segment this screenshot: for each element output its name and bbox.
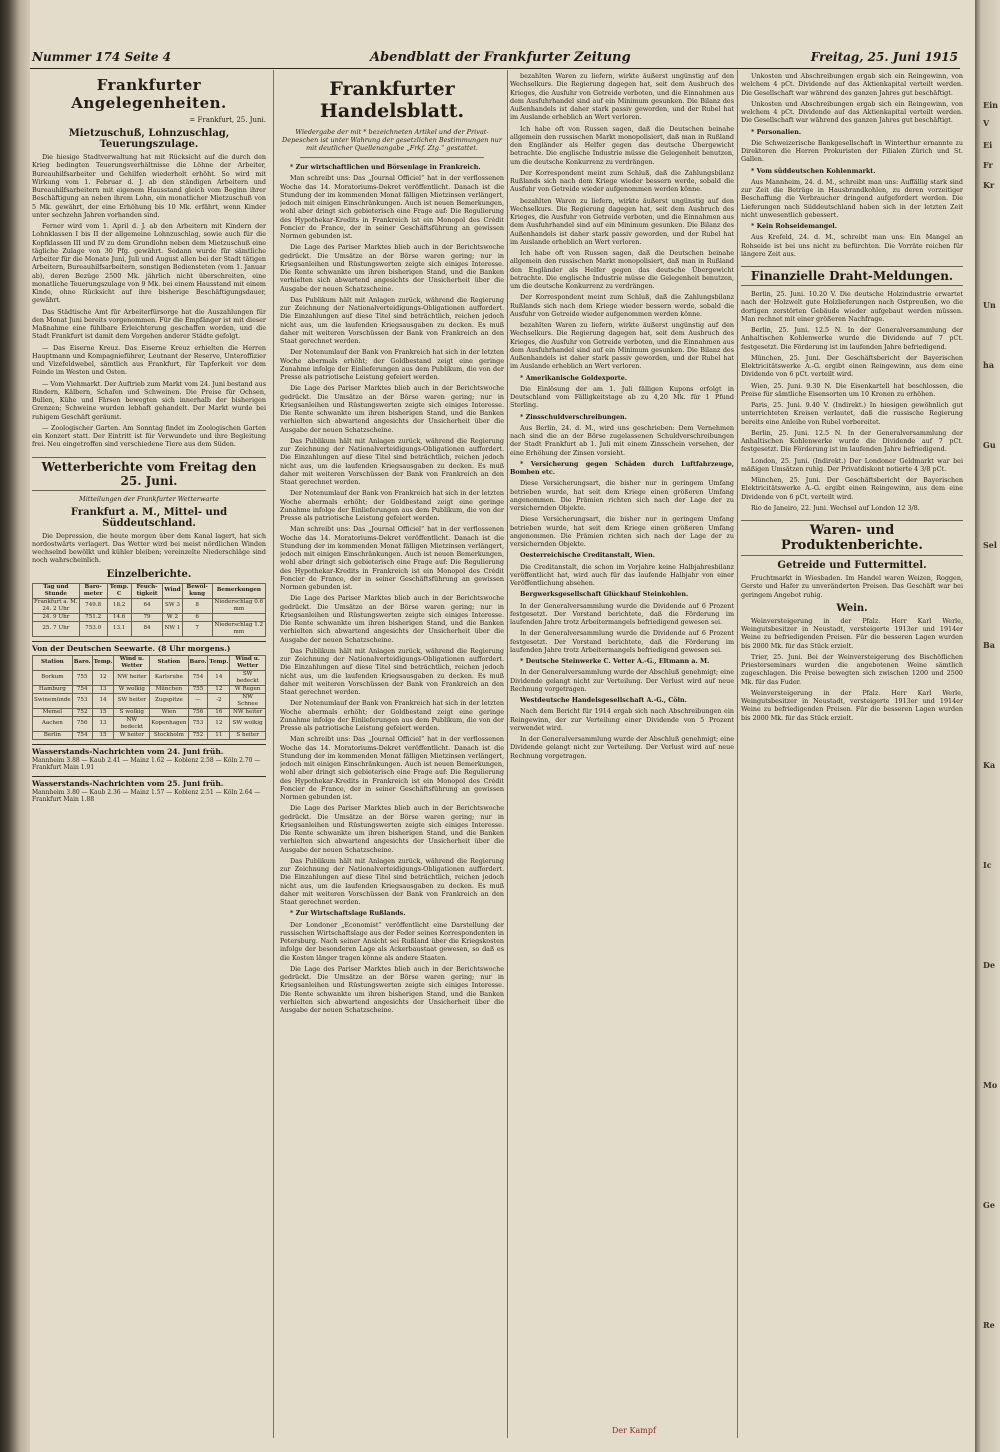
table-cell: Hamburg — [33, 685, 73, 693]
article-paragraph: — Das Eiserne Kreuz. Das Eiserne Kreuz erhielten die Herren Hauptmann und Kompagnieführer, Leutnant der Reserve, Unteroffizier und Vizefeldwebel, sämtlich aus Frankfurt, für Tapferkeit vor dem Feinde im Westen und Osten. — [32, 343, 266, 377]
wire-reports-title: Finanzielle Draht-Meldungen. — [741, 266, 963, 286]
table-header-cell: Baro-meter — [79, 583, 107, 598]
article-paragraph: Unkosten und Abschreibungen ergab sich ein Reingewinn, von welchem 4 pCt. Dividende auf das Aktienkapital verteilt werden. Die Gesellschaft war während des ganzen Jahres gut beschäftigt. — [741, 72, 963, 97]
table-cell: Aachen — [33, 716, 73, 731]
table-cell: 753 — [72, 693, 92, 708]
article-headline: * Amerikanische Goldexporte. — [520, 373, 628, 382]
weather-table-title: Einzelberichte. — [106, 568, 192, 580]
article-paragraph: — Vom Viehmarkt. Der Auftrieb zum Markt vom 24. Juni bestand aus Rindern, Kälbern, Schafen und Schweinen. Die Preise für Ochsen, Bullen, Kühe und Färsen bewegten sich innerhalb der bisherigen Grenzen; Schweine wurden lebhaft gehandelt. Der Markt wurde bei ruhigem Geschäft geräumt. — [32, 379, 266, 421]
article-paragraph: Der Notenumlauf der Bank von Frankreich hat sich in der letzten Woche abermals erhöht; der Goldbestand zeigt eine geringe Zunahme infolge der Einlieferungen aus dem Publikum, die von der Presse als patriotische Leistung gefeiert werden. — [280, 489, 504, 522]
table-cell: 7 — [182, 621, 212, 636]
strip-fragment: Sel — [983, 540, 997, 550]
article-paragraph: In der Generalversammlung wurde die Dividende auf 6 Prozent festgesetzt. Der Vorstand berichtete, daß die Förderung im laufenden Jahre trotz Arbeitermangels befriedigend gewesen sei. — [510, 601, 734, 626]
wine-report: Weinversteigerung in der Pfalz. Herr Karl Werle, Weingutsbesitzer in Neustadt, versteigerte 1913er und 1914er Weine zu befriedigenden Preisen. Für die besseren Lagen wurden bis 2000 Mk. für das Stück erzielt. — [741, 688, 963, 722]
water-level-readings: Mannheim 3.88 — Kaub 2.41 — Mainz 1.62 — Koblenz 2.58 — Köln 2.70 — Frankfurt Main 1.91 — [32, 756, 261, 771]
table-cell: Berlin — [33, 731, 73, 739]
article-paragraph: Der Korrespondent meint zum Schluß, daß die Zahlungsbilanz Rußlands sich nach dem Kriege wieder bessern werde, sobald die Ausfuhr von Getreide wieder aufgenommen werden könne. — [510, 168, 734, 194]
wire-report: Berlin, 25. Juni. 12.5 N. In der Generalversammlung der Anhaltischen Kohlenwerke wurde die Dividende auf 7 pCt. festgesetzt. Die Förderung ist im laufenden Jahre befriedigend. — [741, 428, 963, 454]
article-paragraph: Die Schweizerische Bankgesellschaft in Winterthur ernannte zu Direktoren die Herren Prokuristen der Filialen Zürich und St. Gallen. — [741, 138, 963, 164]
article-paragraph: Die Creditanstalt, die schon im Vorjahre keine Halbjahresbilanz veröffentlicht hat, wird auch für das laufende Halbjahr von einer Veröffentlichung absehen. — [510, 562, 734, 587]
article-headline: Mietzuschuß, Lohnzuschlag, Teuerungszulage. — [68, 128, 230, 150]
table-row — [33, 613, 266, 621]
table-cell: 14.6 — [107, 613, 131, 621]
table-header-cell: Station — [150, 655, 188, 670]
column-financial-wires — [741, 72, 963, 1437]
article-paragraph: — Zoologischer Garten. Am Sonntag findet im Zoologischen Garten ein Konzert statt. Der Eintritt ist für Verwundete und ihre Begleitung frei. Neu eingetroffen sind verschiedene Tiere aus dem Süden. — [32, 423, 266, 449]
table-cell: 14 — [92, 693, 114, 708]
article-paragraph: Das Publikum hält mit Anlagen zurück, während die Regierung zur Zeichnung der Nationalverteidigungs-Obligationen auffordert. Die Einzahlungen auf diese Titel sind beträchtlich, reichen jedoch nicht aus, um die laufenden Kriegsausgaben zu decken. Es muß daher mit weiteren Vorschüssen der Bank von Frankreich an den Staat gerechnet werden. — [280, 856, 504, 906]
table-header-cell: Wind u. Wetter — [114, 655, 150, 670]
table-cell: Wien — [150, 708, 188, 716]
table-row — [33, 598, 266, 613]
weather-report-title: Wetterberichte vom Freitag den 25. Juni. — [32, 457, 266, 491]
water-level-readings: Mannheim 3.80 — Kaub 2.36 — Mainz 1.57 — Koblenz 2.51 — Köln 2.64 — Frankfurt Main 1.88 — [32, 788, 261, 803]
table-cell: 11 — [208, 731, 230, 739]
table-cell: 15 — [92, 731, 114, 739]
article-headline: Oesterreichische Creditanstalt, Wien. — [520, 551, 655, 560]
strip-fragment: De — [983, 960, 996, 970]
article-paragraph: Diese Versicherungsart, die bisher nur in geringem Umfang betrieben wurde, hat seit dem Kriege einen größeren Umfang angenommen. Die Prämien richten sich nach der Lage der zu versichernden Objekte. — [510, 479, 734, 512]
article-paragraph: bezahlten Waren zu liefern, wirkte äußerst ungünstig auf den Wechselkurs. Die Regierung dagegen hat, seit dem Ausbruch des Krieges, die Ausfuhr von Getreide verboten, und die Einnahmen aus dem Ausfuhrhandel sind auf ein Minimum gesunken. Die Bilanz des Außenhandels ist daher stark passiv geworden, und der Rubel hat im Auslande erheblich an Wert verloren. — [510, 321, 734, 371]
article-headline-inline — [280, 909, 504, 917]
table-cell: 752 — [72, 708, 92, 716]
article-paragraph: Die Einlösung der am 1. Juli fälligen Kupons erfolgt in Deutschland vom Fälligkeitstage ab zu 4,20 Mk. für 1 Pfund Sterling. — [510, 384, 734, 410]
article-headline-inline — [280, 163, 504, 171]
table-cell: SW 3 — [163, 598, 182, 613]
table-header-cell: Temp. — [92, 655, 114, 670]
article-paragraph: Die Lage des Pariser Marktes blieb auch in der Berichtswoche gedrückt. Die Umsätze an der Börse waren gering; nur in Kriegsanleihen und Rüstungswerten zeigte sich einiges Interesse. Die Rente schwankte um ihren bisherigen Stand, und die Banken verhielten sich abwartend angesichts der Unsicherheit über die Ausgabe der neuen Schatzscheine. — [280, 804, 504, 854]
seewarte-name: Von der Deutschen Seewarte. — [32, 643, 156, 653]
table-cell: 15 — [92, 708, 114, 716]
strip-fragment: Fr — [983, 160, 993, 170]
weather-observation-table — [32, 583, 266, 637]
article-headline-inline — [741, 222, 963, 230]
column-rule — [273, 70, 274, 1438]
article-paragraph: Ferner wird vom 1. April d. J. ab den Arbeitern mit Kindern der Lohnklassen I bis II der allgemeine Lohnzuschlag, sowie auch für die Kopfklassen III und IV zu dem Grundlohn neben dem Mietzuschuß eine tägliche Zulage von 30 Pfg. gewährt. Sodann wurde für sämtliche Arbeiter für die Monate Juni, Juli und August allen bei der Stadt tätigen Arbeitern, Bureauhilfsarbeitern, sonstigen Bediensteten (vom 1. Januar ab), deren Bezüge 2500 Mk. jährlich nicht überschreiten, eine monatliche Teuerungszulage von 9 Mk. bei einem Hausstand mit einem Kinde, ohne Rücksicht auf ihre bisherige Beschäftigungsdauer, gewährt. — [32, 222, 266, 305]
wire-report: London, 25. Juni. (Indirekt.) Der Londoner Geldmarkt war bei mäßigen Umsätzen ruhig. Der Privatdiskont notierte 4 3/8 pCt. — [741, 456, 963, 473]
table-cell: 754 — [188, 670, 208, 685]
article-paragraph: Man schreibt uns: Das „Journal Officiel“ hat in der verflossenen Woche das 14. Moratoriums-Dekret veröffentlicht. Danach ist die Stundung der im kommenden Monat fälligen Mietzinsen verlängert, jedoch mit einigen Einschränkungen. Auch ist neuen Bemerkungen, wohl aber dringt sich gebieterisch eine Frage auf: Die Regulierung des Hypothekar-Kredits in Frankreich ist ein Monopol des Crédit Foncier de France, der in seiner Geschäftsführung an gewissen Normen gebunden ist. — [280, 735, 504, 801]
article-headline-inline — [510, 551, 734, 559]
table-cell: 25. 7 Uhr — [33, 621, 80, 636]
wire-report: Wien, 25. Juni. 9.30 N. Die Eisenkartell hat beschlossen, die Preise für sämtliche Eisensorten um 10 Kronen zu erhöhen. — [741, 381, 963, 398]
article-headline-inline — [741, 167, 963, 175]
commodity-report: Fruchtmarkt in Wiesbaden. Im Handel waren Weizen, Roggen, Gerste und Hafer zu unveränderten Preisen. Das Geschäft war bei geringem Angebot ruhig. — [741, 574, 963, 599]
table-cell: 13.1 — [107, 621, 131, 636]
table-header-cell: Temp. — [208, 655, 230, 670]
table-cell: Borkum — [33, 670, 73, 685]
table-cell: Karlsruhe — [150, 670, 188, 685]
column-rule — [737, 70, 738, 1438]
article-headline: * Vom süddeutschen Kohlenmarkt. — [751, 166, 876, 175]
table-row — [33, 708, 266, 716]
article-paragraph: Das Publikum hält mit Anlagen zurück, während die Regierung zur Zeichnung der Nationalverteidigungs-Obligationen auffordert. Die Einzahlungen auf diese Titel sind beträchtlich, reichen jedoch nicht aus, um die laufenden Kriegsausgaben zu decken. Es muß daher mit weiteren Vorschüssen der Bank von Frankreich an den Staat gerechnet werden. — [280, 436, 504, 486]
wire-report: Berlin, 25. Juni. 10.20 V. Die deutsche Holzindustrie erwartet nach der Holzwelt gute Holzlieferungen nach Ostpreußen, wo die dortigen zerstörten Gebäude wieder aufgebaut werden müssen. Man rechnet mit einer größeren Nachfrage. — [741, 290, 963, 323]
article-headline-inline — [510, 413, 734, 421]
table-header-cell: Temp. C — [107, 583, 131, 598]
table-cell: S wolkig — [114, 708, 150, 716]
table-cell: Niederschlag 1.2 mm — [212, 621, 265, 636]
table-header-cell: Tag und Stunde — [33, 583, 80, 598]
table-cell: 13 — [92, 685, 114, 693]
wine-report: Trier, 25. Juni. Bei der Weinversteigerung des Bischöflichen Priesterseminars wurden die angebotenen Weine sämtlich zugeschlagen. Die Preise bewegten sich zwischen 1200 und 2500 Mk. für das Fuder. — [741, 652, 963, 686]
table-row — [33, 731, 266, 739]
table-row — [33, 685, 266, 693]
article-paragraph: Der Korrespondent meint zum Schluß, daß die Zahlungsbilanz Rußlands sich nach dem Kriege wieder bessern werde, sobald die Ausfuhr von Getreide wieder aufgenommen werden könne. — [510, 293, 734, 318]
article-paragraph: Die Lage des Pariser Marktes blieb auch in der Berichtswoche gedrückt. Die Umsätze an der Börse waren gering; nur in Kriegsanleihen und Rüstungswerten zeigte sich einiges Interesse. Die Rente schwankte um ihren bisherigen Stand, und die Banken verhielten sich abwartend angesichts der Unsicherheit über die Ausgabe der neuen Schatzscheine. — [280, 243, 504, 293]
water-level-title: Wasserstands-Nachrichten vom 25. Juni früh. — [32, 776, 266, 788]
section-title: Frankfurter Angelegenheiten. — [71, 76, 227, 112]
article-paragraph: Unkosten und Abschreibungen ergab sich ein Reingewinn, von welchem 4 pCt. Dividende auf das Aktienkapital verteilt werden. Die Gesellschaft war während des ganzen Jahres gut beschäftigt. — [741, 99, 963, 125]
table-row — [33, 716, 266, 731]
strip-fragment: Un — [983, 300, 996, 310]
table-header-cell: Baro. — [188, 655, 208, 670]
table-cell: NW heiter — [114, 670, 150, 685]
table-cell: SW bedeckt — [230, 670, 266, 685]
article-paragraph: Die Lage des Pariser Marktes blieb auch in der Berichtswoche gedrückt. Die Umsätze an der Börse waren gering; nur in Kriegsanleihen und Rüstungswerten zeigte sich einiges Interesse. Die Rente schwankte um ihren bisherigen Stand, und die Banken verhielten sich abwartend angesichts der Unsicherheit über die Ausgabe der neuen Schatzscheine. — [280, 384, 504, 434]
article-headline-inline — [510, 460, 734, 477]
table-cell: SW heiter — [114, 693, 150, 708]
column-rule — [507, 70, 508, 1438]
article-paragraph: Das Publikum hält mit Anlagen zurück, während die Regierung zur Zeichnung der Nationalverteidigungs-Obligationen auffordert. Die Einzahlungen auf diese Titel sind beträchtlich, reichen jedoch nicht aus, um die laufenden Kriegsausgaben zu decken. Es muß daher mit weiteren Vorschüssen der Bank von Frankreich an den Staat gerechnet werden. — [280, 646, 504, 696]
table-cell: 755 — [188, 685, 208, 693]
column-local-news — [32, 72, 266, 1437]
commodity-subsection: Getreide und Futtermittel. — [777, 560, 927, 571]
seewarte-title — [32, 641, 266, 653]
table-header-cell: Baro. — [72, 655, 92, 670]
table-cell: Kopenhagen — [150, 716, 188, 731]
table-header-cell: Bemerkungen — [212, 583, 265, 598]
column-business-news — [510, 72, 734, 1437]
article-paragraph: Das Städtische Amt für Arbeiterfürsorge hat die Auszahlungen für den Monat Juni bereits vorgenommen. Für die Empfänger ist mit dieser Maßnahme eine fühlbare Erleichterung geschaffen worden, und die Stadt Frankfurt ist damit dem Vorgehen anderer Städte gefolgt. — [32, 307, 266, 341]
article-headline: * Kein Rohseidemangel. — [751, 222, 837, 230]
table-cell: München — [150, 685, 188, 693]
table-cell: 14 — [208, 670, 230, 685]
wire-report: Paris, 25. Juni. 9.40 V. (Indirekt.) In hiesigen gewöhnlich gut unterrichteten Kreisen verlautet, daß die russische Regierung bereits eine Anleihe von Rubel vorbereitet. — [741, 401, 963, 426]
article-headline-inline — [510, 590, 734, 598]
article-paragraph: Man schreibt uns: Das „Journal Officiel“ hat in der verflossenen Woche das 14. Moratoriums-Dekret veröffentlicht. Danach ist die Stundung der im kommenden Monat fälligen Mietzinsen verlängert, jedoch mit einigen Einschränkungen. Auch ist neuen Bemerkungen, wohl aber dringt sich gebieterisch eine Frage auf: Die Regulierung des Hypothekar-Kredits in Frankreich ist ein Monopol des Crédit Foncier de France, der in seiner Geschäftsführung an gewissen Normen gebunden ist. — [280, 174, 504, 240]
strip-fragment: Re — [983, 1320, 995, 1330]
table-cell: 64 — [131, 598, 163, 613]
table-row — [33, 621, 266, 636]
bottom-stamp: Der Kampf — [612, 1426, 656, 1435]
table-cell: 753 — [188, 716, 208, 731]
table-cell: -2 — [208, 693, 230, 708]
article-headline: * Zur Wirtschaftslage Rußlands. — [290, 909, 406, 918]
table-cell: 754 — [72, 731, 92, 739]
wine-report: Weinversteigerung in der Pfalz. Herr Karl Werle, Weingutsbesitzer in Neustadt, versteigerte 1913er und 1914er Weine zu befriedigenden Preisen. Für die besseren Lagen wurden bis 2000 Mk. für das Stück erzielt. — [741, 616, 963, 650]
table-cell: 16 — [208, 708, 230, 716]
table-cell: W wolkig — [114, 685, 150, 693]
table-cell: Stockholm — [150, 731, 188, 739]
table-cell: Niederschlag 0.6 mm — [212, 598, 265, 613]
strip-fragment: Kr — [983, 180, 995, 190]
weather-region: Frankfurt a. M., Mittel- und Süddeutschland. — [70, 506, 228, 529]
table-cell: Memel — [33, 708, 73, 716]
article-headline: * Zinsschuldverschreibungen. — [520, 412, 627, 421]
table-cell: 13 — [92, 716, 114, 731]
wire-report: Rio de Janeiro, 22. Juni. Wechsel auf London 12 3/8. — [751, 503, 920, 512]
column-handelsblatt — [280, 72, 504, 1437]
article-paragraph: Ich habe oft von Russen sagen, daß die Deutschen beinahe allgemein den russischen Markt monopolisiert, daß man in Rußland den Engländer als Helfer gegen das deutsche Übergewicht betrachte. Die englische Industrie müsse die Gelegenheit benutzen, um die deutsche Konkurrenz zu verdrängen. — [510, 249, 734, 290]
section-title: Frankfurter Handelsblatt. — [319, 78, 465, 122]
table-cell — [212, 613, 265, 621]
table-cell: NW heiter — [230, 708, 266, 716]
table-cell: 756 — [188, 708, 208, 716]
table-cell: SW wolkig — [230, 716, 266, 731]
article-paragraph: Diese Versicherungsart, die bisher nur in geringem Umfang betrieben wurde, hat seit dem Kriege einen größeren Umfang angenommen. Die Prämien richten sich nach der Lage der zu versichernden Objekte. — [510, 515, 734, 548]
article-headline-inline — [510, 657, 734, 665]
article-headline: * Deutsche Steinwerke C. Vetter A.-G., Eltmann a. M. — [520, 657, 710, 665]
article-headline: Bergwerksgesellschaft Glückhauf Steinkohlen. — [520, 590, 689, 599]
issue-page-number: Nummer 174 Seite 4 — [32, 50, 172, 64]
strip-fragment: Ic — [983, 860, 992, 870]
strip-fragment: Ge — [983, 1200, 995, 1210]
table-cell: 18.2 — [107, 598, 131, 613]
table-cell: S heiter — [230, 731, 266, 739]
divider — [300, 157, 484, 158]
table-cell: Zugspitze — [150, 693, 188, 708]
table-cell: 751.2 — [79, 613, 107, 621]
reprint-notice: Wiedergabe der mit * bezeichneten Artikel und der Privat-Depeschen ist unter Wahrung der gesetzlichen Bestimmungen nur mit deutlicher Quellenangabe „Frkf. Ztg.“ gestattet. — [282, 128, 502, 152]
table-header-cell: Wind — [163, 583, 182, 598]
article-paragraph: bezahlten Waren zu liefern, wirkte äußerst ungünstig auf den Wechselkurs. Die Regierung dagegen hat, seit dem Ausbruch des Krieges, die Ausfuhr von Getreide verboten, und die Einnahmen aus dem Ausfuhrhandel sind auf ein Minimum gesunken. Die Bilanz des Außenhandels ist daher stark passiv geworden, und der Rubel hat im Auslande erheblich an Wert verloren. — [510, 196, 734, 246]
table-header-cell: Wind u. Wetter — [230, 655, 266, 670]
adjacent-page-strip — [975, 0, 1000, 1452]
weather-text: Die Depression, die heute morgen über dem Kanal lagert, hat sich nordostwärts verlagert. Das Wetter wird bei meist nördlichen Winden wechselnd bewölkt und kühler bleiben; vereinzelte Niederschläge sind noch wahrscheinlich. — [32, 531, 266, 565]
table-cell: 12 — [208, 685, 230, 693]
table-cell: NW 1 — [163, 621, 182, 636]
article-headline: * Zur wirtschaftlichen und Börsenlage in Frankreich. — [290, 163, 481, 171]
table-cell: 12 — [208, 716, 230, 731]
article-paragraph: Der Notenumlauf der Bank von Frankreich hat sich in der letzten Woche abermals erhöht; der Goldbestand zeigt eine geringe Zunahme infolge der Einlieferungen aus dem Publikum, die von der Presse als patriotische Leistung gefeiert werden. — [280, 699, 504, 732]
wire-report: Berlin, 25. Juni. 12.5 N. In der Generalversammlung der Anhaltischen Kohlenwerke wurde die Dividende auf 7 pCt. festgesetzt. Die Förderung ist im laufenden Jahre befriedigend. — [741, 326, 963, 351]
strip-fragment: Ka — [983, 760, 996, 770]
article-paragraph: Die Lage des Pariser Marktes blieb auch in der Berichtswoche gedrückt. Die Umsätze an der Börse waren gering; nur in Kriegsanleihen und Rüstungswerten zeigte sich einiges Interesse. Die Rente schwankte um ihren bisherigen Stand, und die Banken verhielten sich abwartend angesichts der Unsicherheit über die Ausgabe der neuen Schatzscheine. — [280, 594, 504, 644]
seewarte-time: (8 Uhr morgens.) — [157, 643, 231, 653]
table-cell: 749.8 — [79, 598, 107, 613]
page-header — [30, 48, 960, 69]
strip-fragment: Ei — [983, 140, 993, 150]
table-header-cell: Bewöl-kung — [182, 583, 212, 598]
article-headline-inline — [510, 374, 734, 382]
table-header-cell: Station — [33, 655, 73, 670]
weather-source: Mitteilungen der Frankfurter Wetterwarte — [79, 494, 219, 503]
article-paragraph: Aus Mannheim, 24. d. M., schreibt man uns: Auffällig stark sind zur Zeit die Beträge in Hausbrandkohlen, zu deren vorzeitiger Beschaffung die Verbraucher dringend aufgefordert werden. Die Lieferungen nach Süddeutschland haben sich in der letzten Zeit nicht unwesentlich gebessert. — [741, 177, 963, 219]
article-paragraph: Nach dem Bericht für 1914 ergab sich nach Abschreibungen ein Reingewinn, der zur Verteilung einer Dividende von 5 Prozent verwendet wird. — [510, 707, 734, 732]
strip-fragment: Gu — [983, 440, 996, 450]
water-level-title: Wasserstands-Nachrichten vom 24. Juni früh. — [32, 744, 266, 756]
table-row — [33, 670, 266, 685]
article-paragraph: In der Generalversammlung wurde die Dividende auf 6 Prozent festgesetzt. Der Vorstand berichtete, daß die Förderung im laufenden Jahre trotz Arbeitermangels befriedigend gewesen sei. — [510, 629, 734, 654]
article-headline-inline — [741, 128, 963, 136]
article-paragraph: Ich habe oft von Russen sagen, daß die Deutschen beinahe allgemein den russischen Markt monopolisiert, daß man in Rußland den Engländer als Helfer gegen das deutsche Übergewicht betrachte. Die englische Industrie müsse die Gelegenheit benutzen, um die deutsche Konkurrenz zu verdrängen. — [510, 124, 734, 166]
table-cell: 12 — [92, 670, 114, 685]
article-paragraph: Der Londoner „Economist“ veröffentlicht eine Darstellung der russischen Wirtschaftslage aus der Feder seines Korrespondenten in Petersburg. Nach seiner Ansicht sei Rußland über die Kriegskosten infolge der besonderen Lage als Ackerbaustaat gewesen, so daß es die Kosten länger tragen könne als andere Staaten. — [280, 920, 504, 962]
table-cell: 756 — [72, 716, 92, 731]
table-cell: Swinemünde — [33, 693, 73, 708]
table-cell: 84 — [131, 621, 163, 636]
table-cell: 24. 9 Uhr — [33, 613, 80, 621]
table-cell: — — [188, 693, 208, 708]
article-paragraph: In der Generalversammlung wurde der Abschluß genehmigt; eine Dividende gelangt nicht zur Verteilung. Der Verlust wird auf neue Rechnung vorgetragen. — [510, 735, 734, 760]
wire-report: München, 25. Juni. Der Geschäftsbericht der Bayerischen Elektricitätswerke A.-G. ergibt einen Reingewinn, aus dem eine Dividende von 6 pCt. verteilt wird. — [741, 353, 963, 379]
table-cell: W Regen — [230, 685, 266, 693]
book-binding — [0, 0, 30, 1452]
strip-fragment: ha — [983, 360, 994, 370]
table-cell: W 2 — [163, 613, 182, 621]
table-row — [33, 693, 266, 708]
strip-fragment: Ein — [983, 100, 998, 110]
article-paragraph: Aus Krefeld, 24. d. M., schreibt man uns: Ein Mangel an Rohseide ist bei uns nicht zu befürchten. Die Vorräte reichen für längere Zeit aus. — [741, 233, 963, 258]
article-paragraph: In der Generalversammlung wurde der Abschluß genehmigt; eine Dividende gelangt nicht zur Verteilung. Der Verlust wird auf neue Rechnung vorgetragen. — [510, 668, 734, 693]
strip-fragment: V — [983, 118, 990, 128]
table-cell: W heiter — [114, 731, 150, 739]
table-cell: Frankfurt a. M. 24. 2 Uhr — [34, 598, 78, 612]
issue-date: Freitag, 25. Juni 1915 — [810, 50, 958, 64]
strip-fragment: Mo — [983, 1080, 998, 1090]
article-paragraph: Man schreibt uns: Das „Journal Officiel“ hat in der verflossenen Woche das 14. Moratoriums-Dekret veröffentlicht. Danach ist die Stundung der im kommenden Monat fälligen Mietzinsen verlängert, jedoch mit einigen Einschränkungen. Auch ist neuen Bemerkungen, wohl aber dringt sich gebieterisch eine Frage auf: Die Regulierung des Hypothekar-Kredits in Frankreich ist ein Monopol des Crédit Foncier de France, der in seiner Geschäftsführung an gewissen Normen gebunden ist. — [280, 525, 504, 591]
table-cell: 752 — [188, 731, 208, 739]
table-cell: 754 — [72, 685, 92, 693]
article-paragraph: bezahlten Waren zu liefern, wirkte äußerst ungünstig auf den Wechselkurs. Die Regierung dagegen hat, seit dem Ausbruch des Krieges, die Ausfuhr von Getreide verboten, und die Einnahmen aus dem Ausfuhrhandel sind auf ein Minimum gesunken. Die Bilanz des Außenhandels ist daher stark passiv geworden, und der Rubel hat im Auslande erheblich an Wert verloren. — [510, 72, 734, 122]
article-paragraph: Die hiesige Stadtverwaltung hat mit Rücksicht auf die durch den Krieg bedingten Teuerungsverhältnisse die Löhne der Arbeiter, Bureauhilfsarbeiter und Gehilfen wiederholt erhöht. So wird mit Wirkung vom 1. Februar d. J. ab den ständigen Arbeitern und Bureauhilfsarbeitern mit eigenem Hausstand gleich vom Beginn ihrer Beschäftigung an neben ihrem Lohn, ein monatlicher Mietzuschuß von 5 Mk. gewährt, der eine Erhöhung bis 10 Mk. erfährt, wenn Kinder unter sechzehn Jahren vorhanden sind. — [32, 153, 266, 219]
article-headline: * Personalien. — [751, 127, 802, 136]
newspaper-masthead: Abendblatt der Frankfurter Zeitung — [370, 50, 631, 65]
table-cell: NW Schnee — [230, 693, 266, 708]
article-headline-inline — [510, 696, 734, 704]
table-cell: 753.0 — [79, 621, 107, 636]
table-cell: 8 — [182, 598, 212, 613]
article-paragraph: Aus Berlin, 24. d. M., wird uns geschrieben: Dem Vernehmen nach sind die an der Börse zugelassenen Schuldverschreibungen der Stadt Frankfurt ab 1. Juli mit einem Zinsschein versehen, der eine Erhöhung der Zinsen vorsieht. — [510, 423, 734, 457]
station-table — [32, 655, 266, 740]
strip-fragment: Ba — [983, 640, 995, 650]
table-cell: 79 — [131, 613, 163, 621]
article-headline: * Versicherung gegen Schäden durch Luftfahrzeuge, Bomben etc. — [510, 459, 734, 476]
commodity-reports-title: Waren- und Produktenberichte. — [741, 520, 963, 556]
table-cell: 6 — [182, 613, 212, 621]
wine-subsection: Wein. — [836, 602, 868, 614]
wire-report: München, 25. Juni. Der Geschäftsbericht der Bayerischen Elektricitätswerke A.-G. ergibt einen Reingewinn, aus dem eine Dividende von 6 pCt. verteilt wird. — [741, 476, 963, 501]
article-paragraph: Der Notenumlauf der Bank von Frankreich hat sich in der letzten Woche abermals erhöht; der Goldbestand zeigt eine geringe Zunahme infolge der Einlieferungen aus dem Publikum, die von der Presse als patriotische Leistung gefeiert werden. — [280, 348, 504, 381]
table-header-cell: Feuch-tigkeit — [131, 583, 163, 598]
dateline: = Frankfurt, 25. Juni. — [189, 116, 266, 124]
table-cell: NW bedeckt — [114, 716, 150, 731]
table-cell: 755 — [72, 670, 92, 685]
article-paragraph: Das Publikum hält mit Anlagen zurück, während die Regierung zur Zeichnung der Nationalverteidigungs-Obligationen auffordert. Die Einzahlungen auf diese Titel sind beträchtlich, reichen jedoch nicht aus, um die laufenden Kriegsausgaben zu decken. Es muß daher mit weiteren Vorschüssen der Bank von Frankreich an den Staat gerechnet werden. — [280, 295, 504, 345]
article-paragraph: Die Lage des Pariser Marktes blieb auch in der Berichtswoche gedrückt. Die Umsätze an der Börse waren gering; nur in Kriegsanleihen und Rüstungswerten zeigte sich einiges Interesse. Die Rente schwankte um ihren bisherigen Stand, und die Banken verhielten sich abwartend angesichts der Unsicherheit über die Ausgabe der neuen Schatzscheine. — [280, 964, 504, 1014]
article-headline: Westdeutsche Handelsgesellschaft A.-G., Cöln. — [520, 696, 687, 704]
